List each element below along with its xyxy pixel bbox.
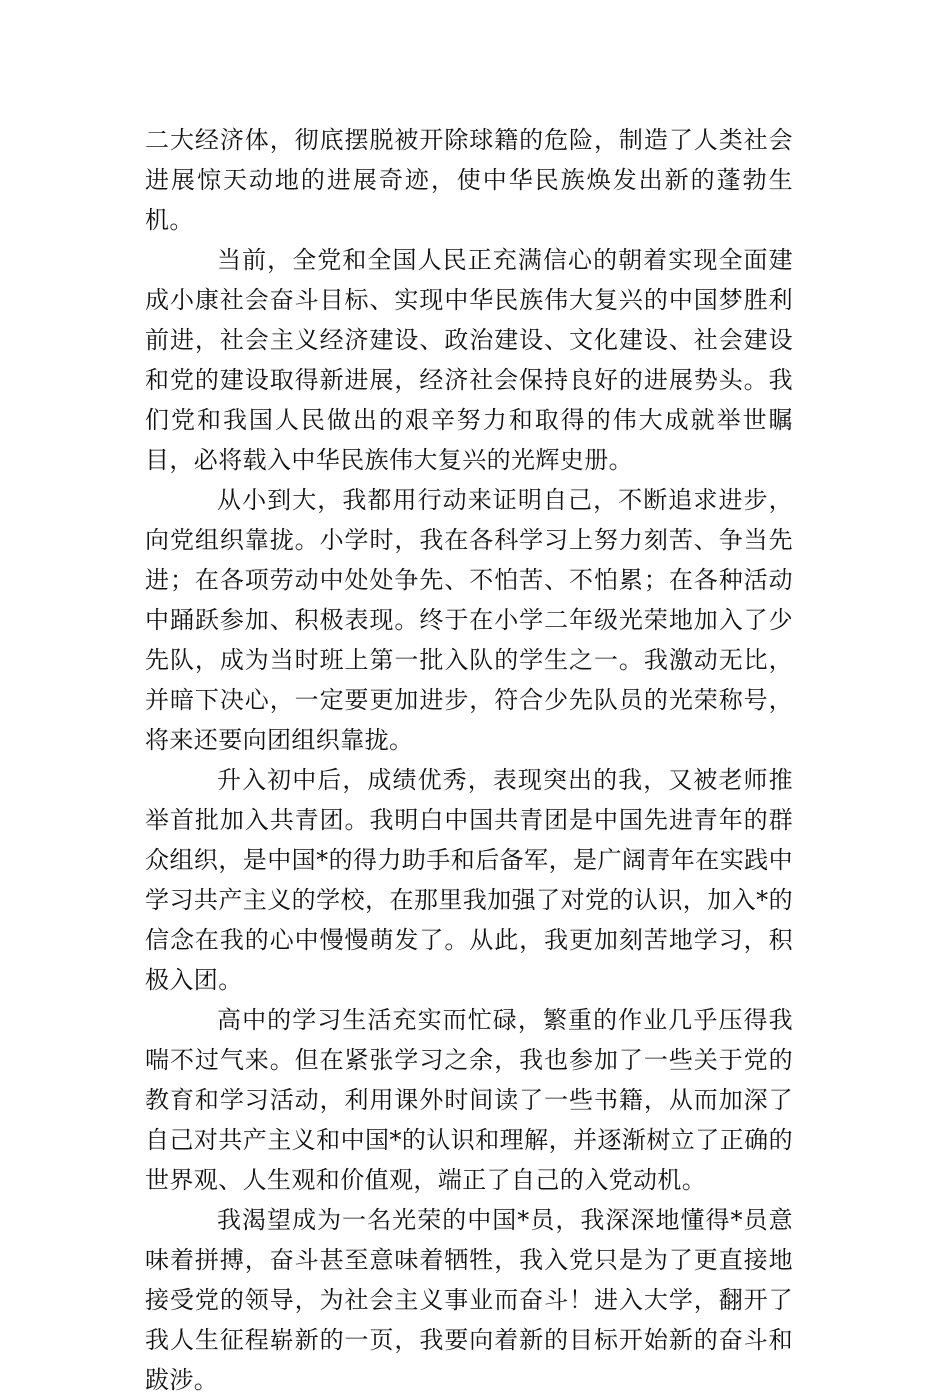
document-body: [145, 120, 793, 1400]
paragraph-3: 从小到大，我都用行动来证明自己，不断追求进步，向党组织靠拢。小学时，我在各科学习上努力刻苦、争当先进；在各项劳动中处处争先、不怕苦、不怕累；在各种活动中踊跃参加、积极表现。终于在小学二年级光荣地加入了少先队，成为当时班上第一批入队的学生之一。我激动无比，并暗下决心，一定要更加进步，符合少先队员的光荣称号，将来还要向团组织靠拢。: [145, 486, 793, 754]
paragraph-5: 高中的学习生活充实而忙碌，繁重的作业几乎压得我喘不过气来。但在紧张学习之余，我也参加了一些关于党的教育和学习活动，利用课外时间读了一些书籍，从而加深了自己对共产主义和中国*的认识和理解，并逐渐树立了正确的世界观、人生观和价值观，端正了自己的入党动机。: [145, 1006, 793, 1194]
paragraph-6: 我渴望成为一名光荣的中国*员，我深深地懂得*员意味着拼搏，奋斗甚至意味着牺牲，我入党只是为了更直接地接受党的领导，为社会主义事业而奋斗！进入大学，翻开了我人生征程崭新的一页，我要向着新的目标开始新的奋斗和跋涉。: [145, 1206, 793, 1394]
paragraph-2: 当前，全党和全国人民正充满信心的朝着实现全面建成小康社会奋斗目标、实现中华民族伟大复兴的中国梦胜利前进，社会主义经济建设、政治建设、文化建设、社会建设和党的建设取得新进展，经济社会保持良好的进展势头。我们党和我国人民做出的艰辛努力和取得的伟大成就举世瞩目，必将载入中华民族伟大复兴的光辉史册。: [145, 246, 793, 474]
paragraph-4: 升入初中后，成绩优秀，表现突出的我，又被老师推举首批加入共青团。我明白中国共青团是中国先进青年的群众组织，是中国*的得力助手和后备军，是广阔青年在实践中学习共产主义的学校，在那里我加强了对党的认识，加入*的信念在我的心中慢慢萌发了。从此，我更加刻苦地学习，积极入团。: [145, 766, 793, 994]
paragraph-1: 二大经济体，彻底摆脱被开除球籍的危险，制造了人类社会进展惊天动地的进展奇迹，使中华民族焕发出新的蓬勃生机。: [145, 126, 793, 234]
